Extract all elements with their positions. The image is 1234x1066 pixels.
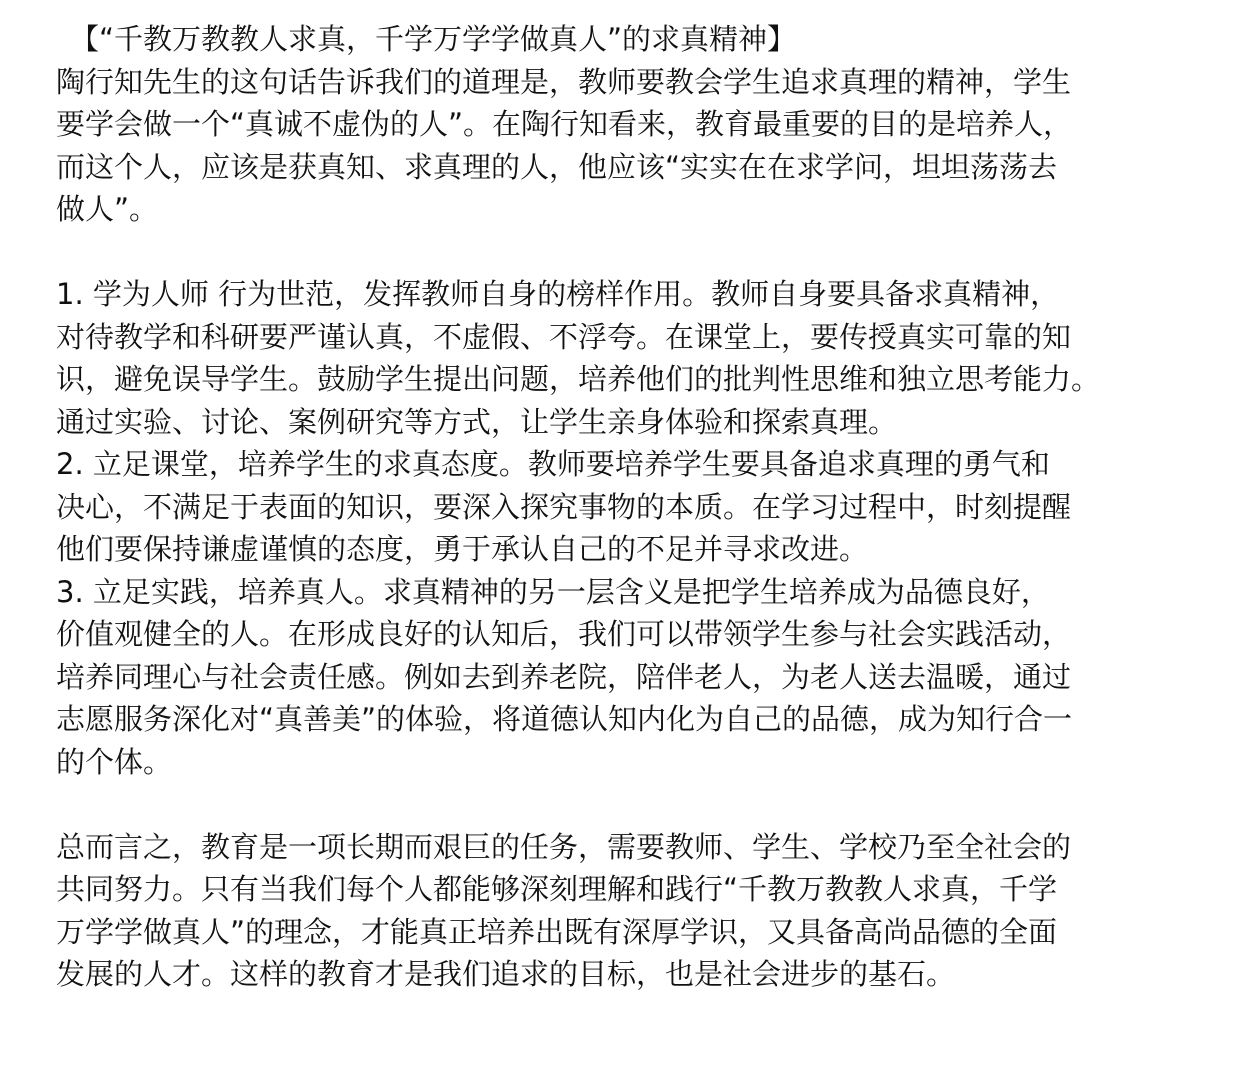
point-3-paragraph — [56, 571, 1186, 784]
point-1-line: 1. 学为人师 行为世范，发挥教师自身的榜样作用。教师自身要具备求真精神， — [56, 277, 1060, 311]
point-3-line: 志愿服务深化对“真善美”的体验，将道德认知内化为自己的品德，成为知行合一 — [56, 702, 1073, 736]
intro-line: 要学会做一个“真诚不虚伪的人”。在陶行知看来，教育最重要的目的是培养人， — [56, 107, 1073, 141]
point-3-line: 价值观健全的人。在形成良好的认知后，我们可以带领学生参与社会实践活动， — [56, 617, 1072, 651]
conclusion-line: 共同努力。只有当我们每个人都能够深刻理解和践行“千教万教教人求真，千学 — [56, 872, 1058, 906]
paragraph-spacer — [56, 231, 1186, 274]
point-1-line: 对待教学和科研要严谨认真，不虚假、不浮夸。在课堂上，要传授真实可靠的知 — [56, 319, 1072, 354]
point-1-line: 通过实验、讨论、案例研究等方式，让学生亲身体验和探索真理。 — [56, 404, 898, 439]
conclusion-line: 发展的人才。这样的教育才是我们追求的目标，也是社会进步的基石。 — [56, 957, 956, 991]
point-2-line: 2. 立足课堂，培养学生的求真态度。教师要培养学生要具备追求真理的勇气和 — [56, 447, 1050, 481]
point-2-line: 他们要保持谦虚谨慎的态度，勇于承认自己的不足并寻求改进。 — [56, 532, 869, 566]
intro-line: 陶行知先生的这句话告诉我们的道理是，教师要教会学生追求真理的精神，学生 — [56, 64, 1072, 99]
conclusion-line: 万学学做真人”的理念，才能真正培养出既有深厚学识，又具备高尚品德的全面 — [56, 914, 1058, 949]
paragraph-spacer — [56, 783, 1186, 826]
point-3-line: 培养同理心与社会责任感。例如去到养老院，陪伴老人，为老人送去温暖，通过 — [56, 659, 1072, 694]
point-1-line: 识，避免误导学生。鼓励学生提出问题，培养他们的批判性思维和独立思考能力。 — [56, 362, 1101, 396]
point-3-line: 3. 立足实践，培养真人。求真精神的另一层含义是把学生培养成为品德良好， — [56, 574, 1050, 609]
point-3-line: 的个体。 — [56, 744, 173, 779]
intro-paragraph — [56, 61, 1186, 231]
point-2-paragraph — [56, 443, 1186, 571]
conclusion-paragraph — [56, 826, 1186, 996]
intro-line: 而这个人，应该是获真知、求真理的人，他应该“实实在在求学问，坦坦荡荡去 — [56, 149, 1058, 184]
document-title: 【“千教万教教人求真，千学万学学做真人”的求真精神】 — [70, 22, 797, 56]
point-1-paragraph — [56, 273, 1186, 443]
point-2-line: 决心，不满足于表面的知识，要深入探究事物的本质。在学习过程中，时刻提醒 — [56, 489, 1072, 524]
intro-line: 做人”。 — [56, 192, 159, 226]
conclusion-line: 总而言之，教育是一项长期而艰巨的任务，需要教师、学生、学校乃至全社会的 — [56, 829, 1072, 864]
